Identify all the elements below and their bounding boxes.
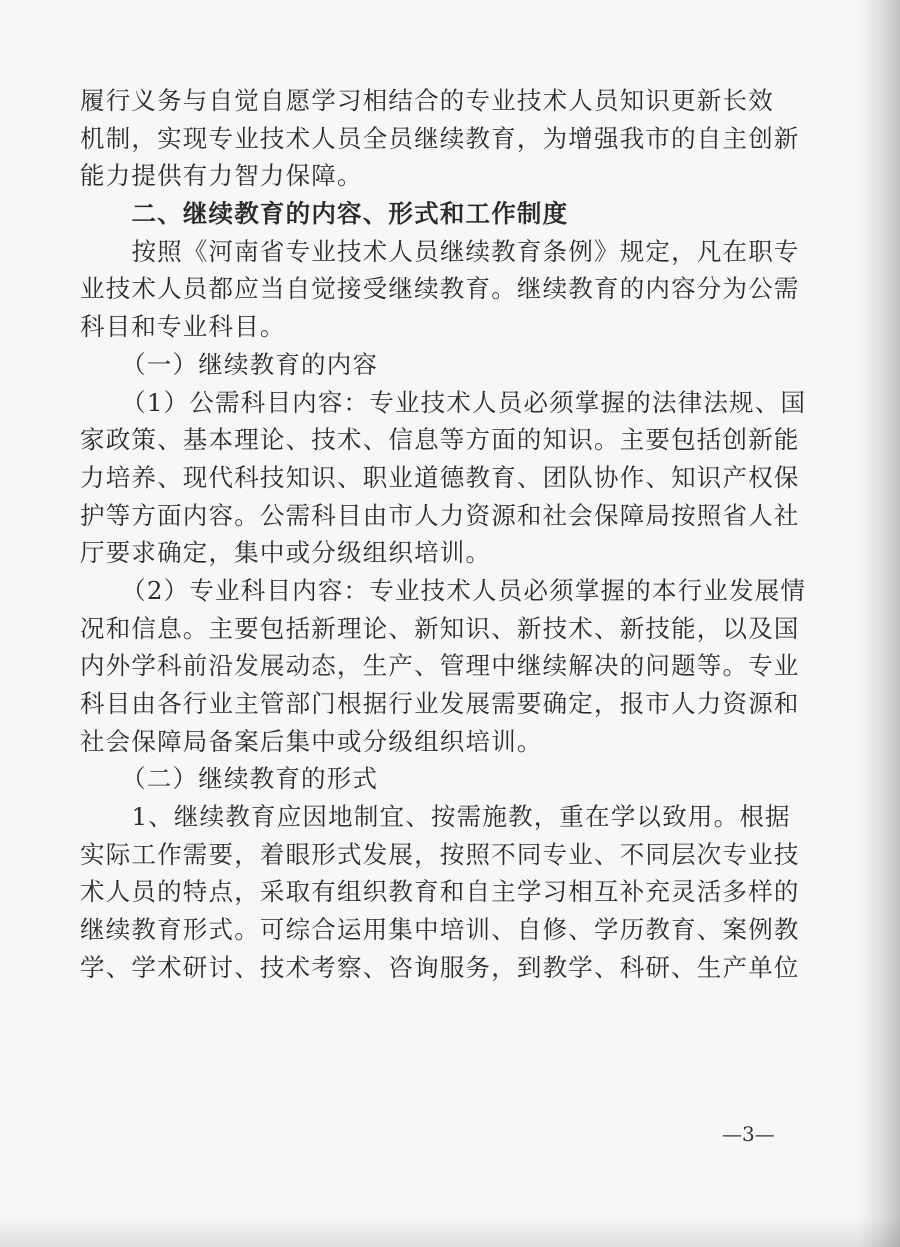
text-line: 机制，实现专业技术人员全员继续教育，为增强我市的自主创新 — [80, 123, 800, 153]
text-line: 厅要求确定，集中或分级组织培训。 — [80, 538, 492, 568]
text-line: 履行义务与自觉自愿学习相结合的专业技术人员知识更新长效 — [80, 86, 774, 115]
text-line: 力培养、现代科技知识、职业道德教育、团队协作、知识产权保 — [80, 462, 800, 492]
scan-edge-shadow — [858, 0, 900, 1247]
text-line: 社会保障局备案后集中或分级组织培训。 — [80, 726, 543, 756]
text-line: 业技术人员都应当自觉接受继续教育。继续教育的内容分为公需 — [80, 274, 800, 304]
text-line: 护等方面内容。公需科目由市人力资源和社会保障局按照省人社 — [80, 500, 800, 530]
text-line: 1、继续教育应因地制宜、按需施教，重在学以致用。根据 — [131, 802, 791, 832]
text-line: 实际工作需要，着眼形式发展，按照不同专业、不同层次专业技 — [80, 839, 800, 869]
text-line: 科目和专业科目。 — [80, 312, 286, 342]
section-heading: 二、继续教育的内容、形式和工作制度 — [131, 199, 569, 229]
text-line: 学、学术研讨、技术考察、咨询服务，到教学、科研、生产单位 — [80, 952, 800, 982]
text-line: （2）专业科目内容：专业技术人员必须掌握的本行业发展情 — [121, 575, 807, 605]
text-line: 按照《河南省专业技术人员继续教育条例》规定，凡在职专 — [131, 236, 800, 266]
text-line: 术人员的特点，采取有组织教育和自主学习相互补充灵活多样的 — [80, 877, 800, 907]
text-line: （二）继续教育的形式 — [121, 764, 379, 794]
scan-bottom-shadow — [0, 1217, 900, 1247]
text-line: 况和信息。主要包括新理论、新知识、新技术、新技能，以及国 — [80, 613, 800, 643]
text-line: 科目由各行业主管部门根据行业发展需要确定，报市人力资源和 — [80, 689, 800, 718]
text-line: 内外学科前沿发展动态，生产、管理中继续解决的问题等。专业 — [80, 651, 800, 681]
text-line: （1）公需科目内容：专业技术人员必须掌握的法律法规、国 — [121, 387, 807, 417]
text-line: 能力提供有力智力保障。 — [80, 161, 363, 191]
text-line: （一）继续教育的内容 — [121, 349, 379, 379]
document-page — [80, 82, 807, 987]
page-number: —3— — [722, 1122, 775, 1146]
text-line: 家政策、基本理论、技术、信息等方面的知识。主要包括创新能 — [80, 425, 800, 455]
text-line: 继续教育形式。可综合运用集中培训、自修、学历教育、案例教 — [80, 915, 800, 945]
